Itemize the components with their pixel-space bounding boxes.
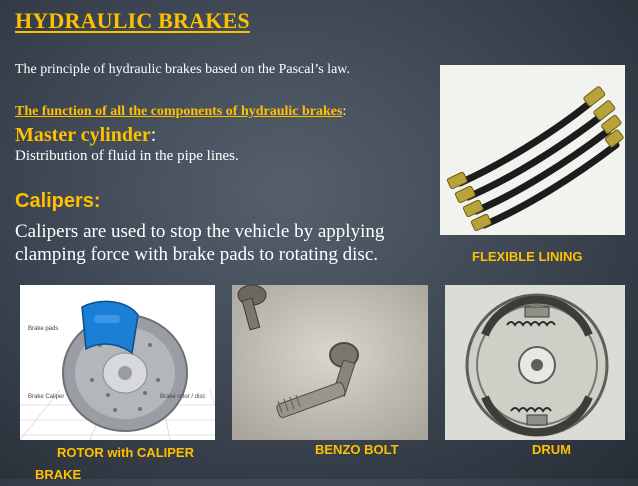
slide-title: HYDRAULIC BRAKES <box>15 8 250 33</box>
benzo-bolt-caption: BENZO BOLT <box>315 442 399 457</box>
benzo-bolt-image <box>232 285 428 440</box>
calipers-text: Calipers are used to stop the vehicle by applying clamping force with brake pads to rotating disc. <box>15 221 385 265</box>
drum-caption: DRUM <box>532 442 571 457</box>
label-brake-caliper: Brake Caliper <box>28 394 65 400</box>
master-cylinder-colon: : <box>150 124 157 146</box>
principle-text: The principle of hydraulic brakes based on the Pascal’s law. <box>15 62 350 77</box>
rotor-caliper-caption-line1: ROTOR with CALIPER <box>57 445 194 460</box>
function-heading-colon: : <box>342 104 347 119</box>
label-brake-rotor: Brake rotor / disc <box>160 394 206 400</box>
rotor-caliper-image <box>20 285 215 440</box>
calipers-heading: Calipers: <box>15 190 101 212</box>
master-cylinder-text: Distribution of fluid in the pipe lines. <box>15 148 239 164</box>
master-cylinder-label: Master cylinder <box>15 124 151 146</box>
function-heading-label: The function of all the components of hydraulic brakes <box>15 104 343 119</box>
flexible-lining-caption: FLEXIBLE LINING <box>472 249 583 264</box>
label-brake-pads: Brake pads <box>28 326 59 332</box>
drum-image <box>445 285 625 440</box>
flexible-lining-image <box>440 65 625 235</box>
function-heading <box>15 104 346 120</box>
rotor-caliper-caption <box>35 442 235 486</box>
master-cylinder-heading <box>15 124 156 147</box>
rotor-caliper-caption-line2: BRAKE <box>35 467 82 482</box>
